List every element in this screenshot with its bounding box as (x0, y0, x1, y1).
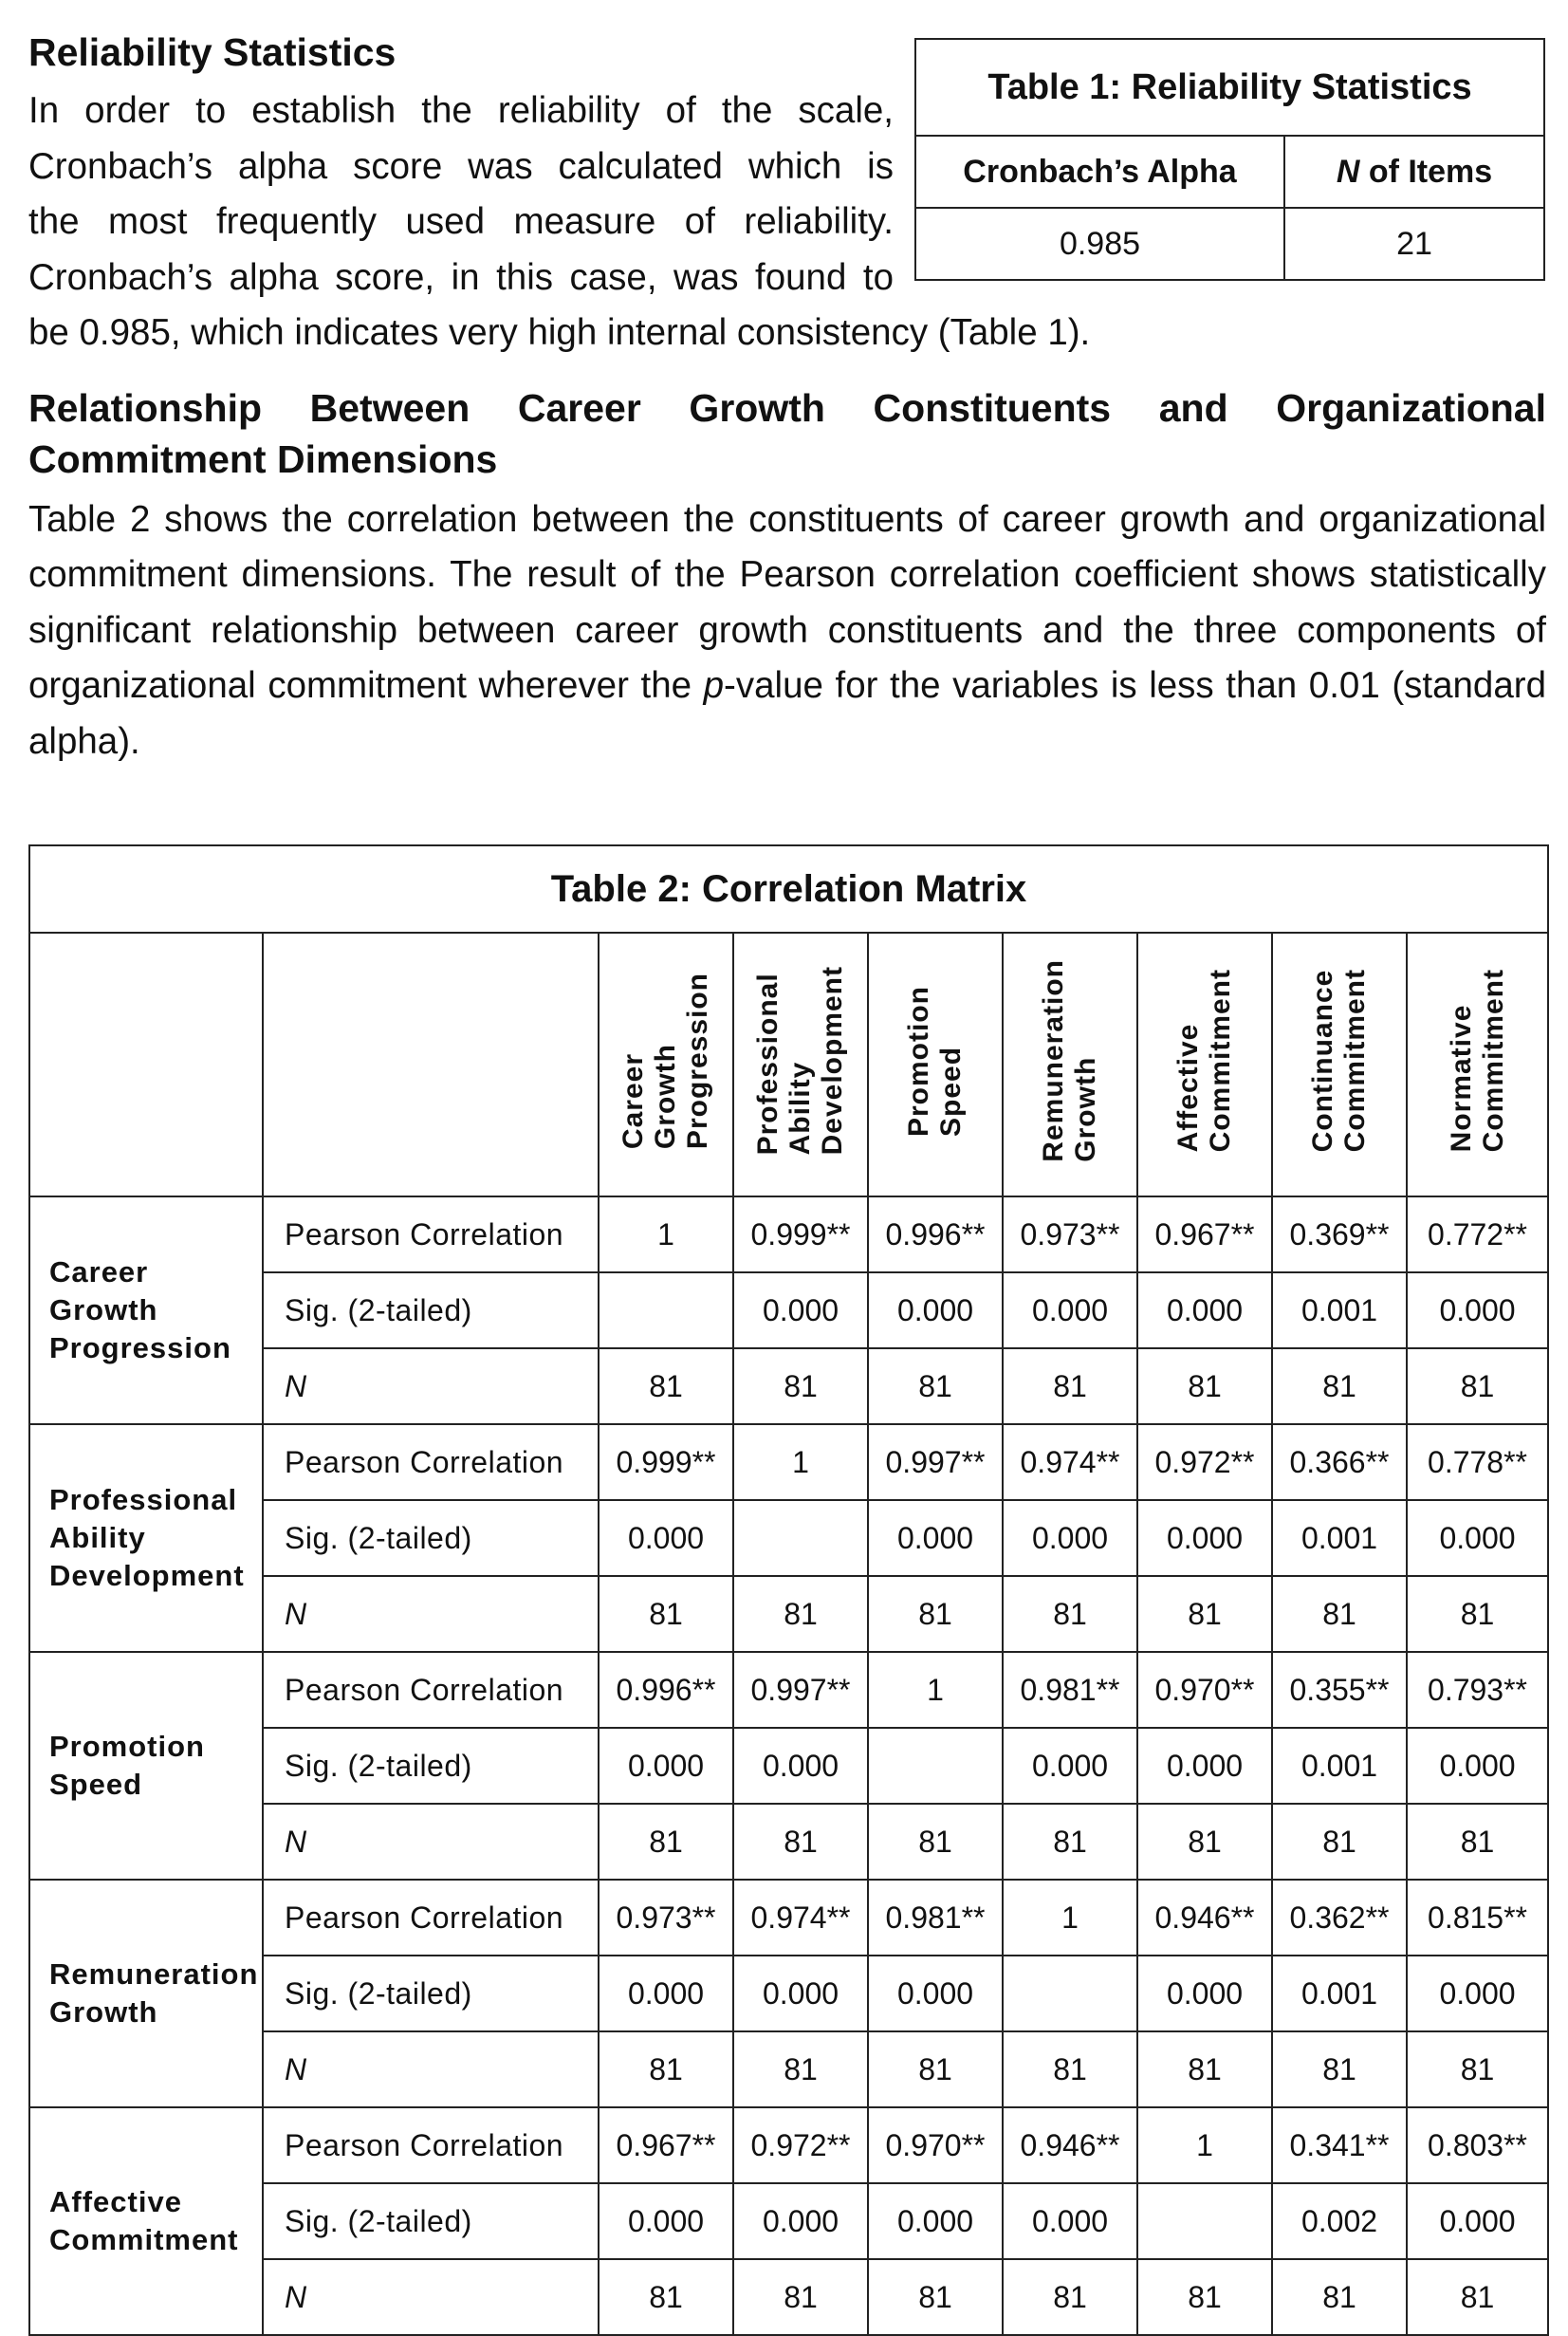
row-group-label: Remuneration Growth (29, 1880, 263, 2107)
matrix-cell: 0.000 (733, 1272, 868, 1348)
matrix-cell: 0.000 (1407, 1500, 1548, 1576)
para-line: Cronbach’s alpha score, in this case, was found to (28, 256, 894, 298)
matrix-cell: 81 (599, 2031, 733, 2107)
matrix-cell: 81 (1003, 1576, 1137, 1652)
table-row (29, 1196, 1548, 1272)
column-header (599, 933, 733, 1196)
matrix-cell: 0.000 (733, 1728, 868, 1804)
matrix-cell: 0.000 (1137, 1728, 1272, 1804)
matrix-cell: 0.996** (868, 1196, 1003, 1272)
matrix-cell: 81 (868, 1576, 1003, 1652)
matrix-cell: 81 (733, 1576, 868, 1652)
matrix-cell: 0.973** (1003, 1196, 1137, 1272)
items-label: of Items (1359, 153, 1493, 190)
matrix-cell: 81 (1407, 1576, 1548, 1652)
table1-header-alpha: Cronbach’s Alpha (915, 136, 1284, 208)
matrix-cell: 1 (599, 1196, 733, 1272)
stat-label: Sig. (2-tailed) (263, 1500, 599, 1576)
matrix-cell: 0.973** (599, 1880, 733, 1956)
matrix-cell: 0.967** (599, 2107, 733, 2183)
matrix-cell: 81 (1137, 2031, 1272, 2107)
column-header (1407, 933, 1548, 1196)
reliability-table (914, 38, 1545, 281)
matrix-cell: 81 (1003, 2031, 1137, 2107)
matrix-cell: 81 (1407, 2259, 1548, 2335)
matrix-cell: 0.970** (868, 2107, 1003, 2183)
matrix-cell: 0.000 (733, 1956, 868, 2031)
matrix-cell: 0.000 (1003, 1728, 1137, 1804)
para-text-a: Table 2 shows the correlation between the constituents of career growth and organizational commitment dimensions. The result of the Pearson correlation coefficient shows statistically significant relationship between career growth constituents and the three components of organizational commitment wherever the (28, 498, 1546, 706)
para-line-last: be 0.985, which indicates very high internal consistency (Table 1). (28, 312, 1091, 353)
heading-line-1: Relationship Between Career Growth Constituents and Organizational (28, 385, 1546, 430)
matrix-cell: 81 (1272, 1348, 1407, 1424)
stat-label: N (263, 1804, 599, 1880)
matrix-cell: 0.000 (599, 2183, 733, 2259)
matrix-cell: 0.000 (1003, 1500, 1137, 1576)
column-header-row (29, 933, 1548, 1196)
matrix-cell: 1 (1137, 2107, 1272, 2183)
matrix-cell (733, 1500, 868, 1576)
matrix-cell: 0.001 (1272, 1728, 1407, 1804)
matrix-cell: 0.946** (1137, 1880, 1272, 1956)
matrix-cell: 0.000 (599, 1956, 733, 2031)
matrix-cell: 0.000 (1407, 1956, 1548, 2031)
matrix-cell: 0.000 (733, 2183, 868, 2259)
matrix-cell: 0.000 (868, 1956, 1003, 2031)
row-group-label: Promotion Speed (29, 1652, 263, 1880)
matrix-cell: 81 (868, 2031, 1003, 2107)
stat-label: N (263, 1576, 599, 1652)
column-header-label: Promotion Speed (903, 985, 967, 1137)
p-symbol: p (703, 665, 725, 706)
matrix-cell: 81 (868, 1804, 1003, 1880)
matrix-cell (868, 1728, 1003, 1804)
para-line: Cronbach’s alpha score was calculated which is (28, 145, 894, 187)
matrix-cell: 81 (733, 2031, 868, 2107)
matrix-cell: 81 (1407, 2031, 1548, 2107)
blank-header-cell (29, 933, 263, 1196)
column-header-label: Normative Commitment (1445, 969, 1509, 1153)
matrix-cell: 81 (868, 2259, 1003, 2335)
matrix-cell: 0.974** (1003, 1424, 1137, 1500)
para-line: In order to establish the reliability of the scale, (28, 90, 894, 131)
matrix-cell: 0.000 (1137, 1272, 1272, 1348)
matrix-cell: 0.000 (1407, 1272, 1548, 1348)
matrix-cell: 81 (599, 1348, 733, 1424)
matrix-cell: 81 (1137, 1348, 1272, 1424)
correlation-matrix-table (28, 844, 1549, 2336)
matrix-cell: 0.778** (1407, 1424, 1548, 1500)
matrix-cell: 0.999** (599, 1424, 733, 1500)
relationship-heading (28, 382, 1546, 434)
matrix-cell: 81 (1003, 1804, 1137, 1880)
matrix-cell: 0.369** (1272, 1196, 1407, 1272)
table-row (29, 1424, 1548, 1500)
matrix-cell: 0.000 (599, 1500, 733, 1576)
matrix-cell: 0.000 (868, 1272, 1003, 1348)
matrix-cell: 0.000 (1003, 2183, 1137, 2259)
row-group-label: Career Growth Progression (29, 1196, 263, 1424)
stat-label: Pearson Correlation (263, 2107, 599, 2183)
table1-alpha-value: 0.985 (915, 208, 1284, 280)
matrix-cell: 0.996** (599, 1652, 733, 1728)
matrix-cell: 1 (868, 1652, 1003, 1728)
stat-label: N (263, 1348, 599, 1424)
matrix-cell: 81 (1272, 1804, 1407, 1880)
stat-label: Pearson Correlation (263, 1196, 599, 1272)
table2-caption: Table 2: Correlation Matrix (29, 845, 1548, 933)
matrix-cell: 81 (599, 1576, 733, 1652)
column-header (1137, 933, 1272, 1196)
matrix-cell: 0.972** (1137, 1424, 1272, 1500)
matrix-cell: 0.366** (1272, 1424, 1407, 1500)
matrix-cell: 81 (1137, 1804, 1272, 1880)
column-header (1003, 933, 1137, 1196)
matrix-cell: 0.997** (733, 1652, 868, 1728)
table1-items-value: 21 (1284, 208, 1544, 280)
matrix-cell: 0.946** (1003, 2107, 1137, 2183)
stat-label: Pearson Correlation (263, 1880, 599, 1956)
matrix-cell: 1 (733, 1424, 868, 1500)
relationship-section (28, 382, 1546, 770)
matrix-cell: 0.000 (1407, 1728, 1548, 1804)
matrix-cell: 81 (599, 1804, 733, 1880)
matrix-cell: 0.793** (1407, 1652, 1548, 1728)
matrix-cell: 0.997** (868, 1424, 1003, 1500)
matrix-cell: 0.772** (1407, 1196, 1548, 1272)
column-header-label: Continuance Commitment (1307, 969, 1371, 1153)
matrix-cell: 81 (868, 1348, 1003, 1424)
matrix-cell: 0.972** (733, 2107, 868, 2183)
matrix-cell: 81 (1003, 1348, 1137, 1424)
column-header-label: Professional Ability Development (752, 966, 848, 1156)
matrix-cell: 0.362** (1272, 1880, 1407, 1956)
matrix-cell: 0.803** (1407, 2107, 1548, 2183)
matrix-cell: 0.355** (1272, 1652, 1407, 1728)
column-header-label: Affective Commitment (1172, 969, 1236, 1153)
stat-label: Sig. (2-tailed) (263, 1728, 599, 1804)
reliability-heading: Reliability Statistics (28, 30, 397, 74)
matrix-cell: 0.815** (1407, 1880, 1548, 1956)
matrix-cell: 0.000 (1003, 1272, 1137, 1348)
matrix-cell: 0.967** (1137, 1196, 1272, 1272)
relationship-heading-2: Commitment Dimensions (28, 436, 498, 481)
column-header (733, 933, 868, 1196)
matrix-cell: 81 (1272, 2259, 1407, 2335)
stat-label: N (263, 2031, 599, 2107)
matrix-cell: 0.000 (1137, 1956, 1272, 2031)
column-header (1272, 933, 1407, 1196)
table-row (29, 2107, 1548, 2183)
matrix-cell: 81 (599, 2259, 733, 2335)
matrix-cell: 81 (1137, 2259, 1272, 2335)
column-header-label: Remuneration Growth (1038, 959, 1101, 1162)
table1-caption: Table 1: Reliability Statistics (915, 39, 1544, 136)
column-header (868, 933, 1003, 1196)
document-page (28, 27, 1546, 2314)
stat-label: Sig. (2-tailed) (263, 1272, 599, 1348)
row-group-label: Affective Commitment (29, 2107, 263, 2335)
matrix-cell: 81 (733, 2259, 868, 2335)
matrix-cell: 0.000 (1407, 2183, 1548, 2259)
reliability-section (28, 27, 1546, 362)
stat-label: N (263, 2259, 599, 2335)
matrix-cell: 81 (1407, 1804, 1548, 1880)
matrix-cell: 0.000 (599, 1728, 733, 1804)
matrix-cell: 0.000 (1137, 1500, 1272, 1576)
table-row (29, 1880, 1548, 1956)
column-header-label: Career Growth Progression (618, 972, 713, 1150)
matrix-cell (1137, 2183, 1272, 2259)
matrix-cell: 0.001 (1272, 1500, 1407, 1576)
matrix-cell: 1 (1003, 1880, 1137, 1956)
n-symbol: N (1336, 153, 1360, 190)
row-group-label: Professional Ability Development (29, 1424, 263, 1652)
matrix-cell: 81 (1137, 1576, 1272, 1652)
matrix-cell: 0.001 (1272, 1956, 1407, 2031)
matrix-cell: 81 (1272, 2031, 1407, 2107)
stat-label: Pearson Correlation (263, 1424, 599, 1500)
stat-label: Sig. (2-tailed) (263, 1956, 599, 2031)
matrix-cell: 81 (733, 1348, 868, 1424)
stat-label: Sig. (2-tailed) (263, 2183, 599, 2259)
matrix-cell: 0.999** (733, 1196, 868, 1272)
matrix-cell: 0.981** (1003, 1652, 1137, 1728)
table1-header-items (1284, 136, 1544, 208)
matrix-cell: 81 (1272, 1576, 1407, 1652)
matrix-cell: 0.002 (1272, 2183, 1407, 2259)
matrix-cell: 0.341** (1272, 2107, 1407, 2183)
stat-label: Pearson Correlation (263, 1652, 599, 1728)
matrix-cell (599, 1272, 733, 1348)
matrix-cell: 81 (1407, 1348, 1548, 1424)
matrix-cell: 0.970** (1137, 1652, 1272, 1728)
matrix-cell: 0.000 (868, 1500, 1003, 1576)
matrix-cell: 0.001 (1272, 1272, 1407, 1348)
para-line: the most frequently used measure of reliability. (28, 201, 894, 242)
relationship-paragraph (28, 492, 1546, 770)
matrix-cell: 0.981** (868, 1880, 1003, 1956)
para-text-b: -value for the variables is less than 0.01 (standard alpha). (28, 665, 1546, 762)
blank-header-cell (263, 933, 599, 1196)
table-row (29, 1652, 1548, 1728)
matrix-cell: 0.000 (868, 2183, 1003, 2259)
matrix-cell: 0.974** (733, 1880, 868, 1956)
matrix-cell (1003, 1956, 1137, 2031)
reliability-paragraph (28, 83, 894, 306)
matrix-cell: 81 (733, 1804, 868, 1880)
matrix-cell: 81 (1003, 2259, 1137, 2335)
